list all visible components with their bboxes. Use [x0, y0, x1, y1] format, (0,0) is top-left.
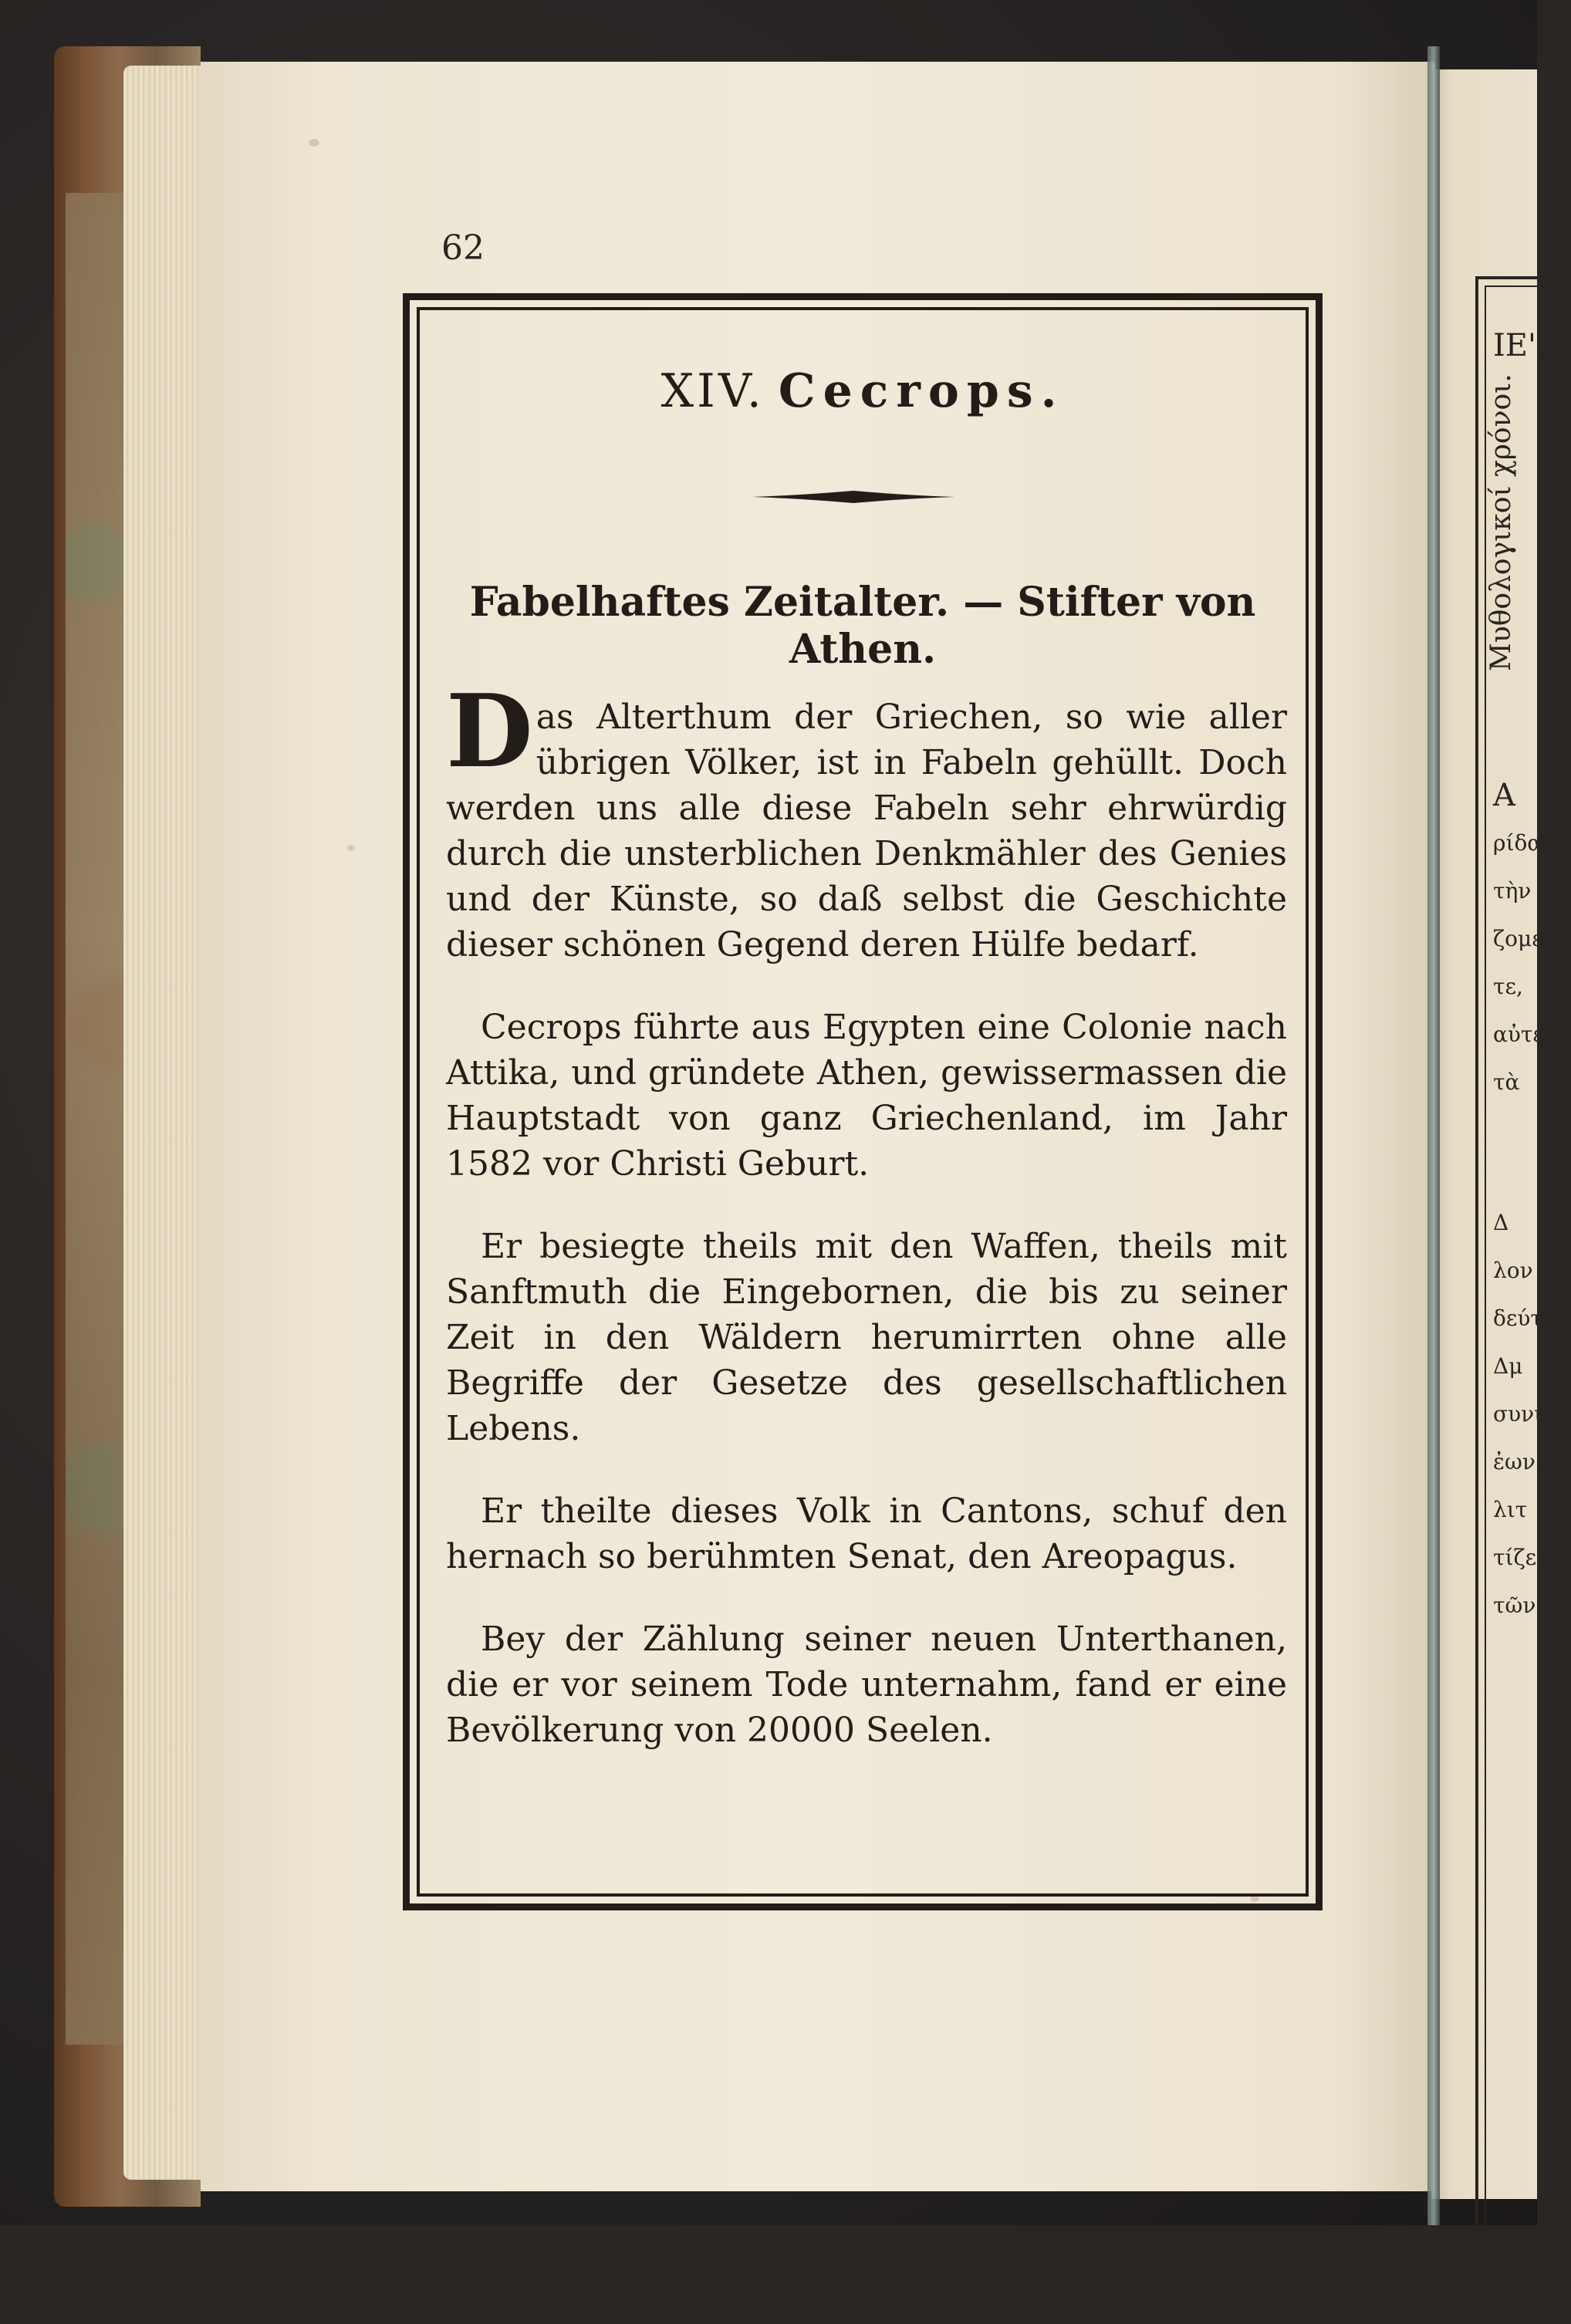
chapter-subtitle: Fabelhaftes Zeitalter. — Stifter von Athen. — [469, 579, 1256, 673]
paragraph-text: as Alterthum der Griechen, so wie aller übrigen Völker, ist in Fabeln gehüllt. Doch werden uns alle diese Fabeln sehr ehrwürdig durch die unsterblichen Denkmähler des Genies und der Künste, so daß selbst die Geschichte dieser schönen Gegend deren Hülfe bedarf. — [446, 698, 1287, 964]
facing-word: λον — [1493, 1258, 1533, 1283]
drop-cap: D — [446, 672, 533, 790]
paragraph-text: Er besiegte theils mit den Waffen, theils mit Sanftmuth die Eingebornen, die bis zu seiner Zeit in den Wäldern herumirrten ohne alle Begriffe der Gesetze des gesellschaftlichen Lebens. — [446, 1227, 1287, 1448]
facing-page-words — [1493, 772, 1544, 1630]
facing-word: τὴν — [1493, 878, 1532, 904]
facing-word: τε, — [1493, 974, 1523, 999]
chapter-body — [446, 672, 1287, 1790]
facing-vertical-heading: Μυθολογικοί χρόνοι. — [1485, 373, 1517, 671]
paragraph — [446, 1005, 1287, 1187]
paragraph — [446, 1616, 1287, 1753]
facing-word: τῶν — [1493, 1593, 1536, 1618]
paragraph-text: Bey der Zählung seiner neuen Unterthanen, die er vor seinem Tode unternahm, fand er eine Bevölkerung von 20000 Seelen. — [446, 1620, 1287, 1750]
page-stain — [309, 139, 319, 147]
facing-word: Δμ — [1493, 1353, 1523, 1379]
facing-chapter-number: ΙΕ'. — [1493, 328, 1546, 363]
facing-word: τίζε — [1493, 1545, 1537, 1570]
page-number: 62 — [441, 228, 485, 268]
facing-word: συνι — [1493, 1401, 1543, 1427]
chapter-title — [417, 364, 1309, 418]
paragraph — [446, 672, 1287, 968]
page-gutter — [1427, 46, 1440, 2225]
facing-word: ἐων. — [1493, 1449, 1542, 1474]
chapter-number: XIV. — [660, 364, 765, 418]
facing-word: ρίδα — [1493, 830, 1542, 856]
paragraph — [446, 1224, 1287, 1451]
facing-word: Α — [1493, 778, 1515, 813]
paragraph-text: Cecrops führte aus Egypten eine Colonie nach Attika, und gründete Athen, gewissermassen die Hauptstadt von ganz Griechenland, im Jahr 1582 vor Christi Geburt. — [446, 1008, 1287, 1184]
title-ornament — [752, 488, 954, 506]
chapter-name: Cecrops. — [778, 364, 1065, 418]
paragraph — [446, 1488, 1287, 1579]
facing-word: αὐτε — [1493, 1022, 1544, 1047]
facing-word: Δ — [1493, 1210, 1509, 1235]
facing-word: λιτ — [1493, 1497, 1528, 1522]
paragraph-text: Er theilte dieses Volk in Cantons, schuf den hernach so berühmten Senat, den Areopagus. — [446, 1491, 1287, 1576]
page-stain — [347, 845, 355, 851]
facing-word: ζομε — [1493, 926, 1543, 951]
facing-word: δεύτ — [1493, 1306, 1542, 1331]
facing-word: τὰ — [1493, 1069, 1520, 1095]
